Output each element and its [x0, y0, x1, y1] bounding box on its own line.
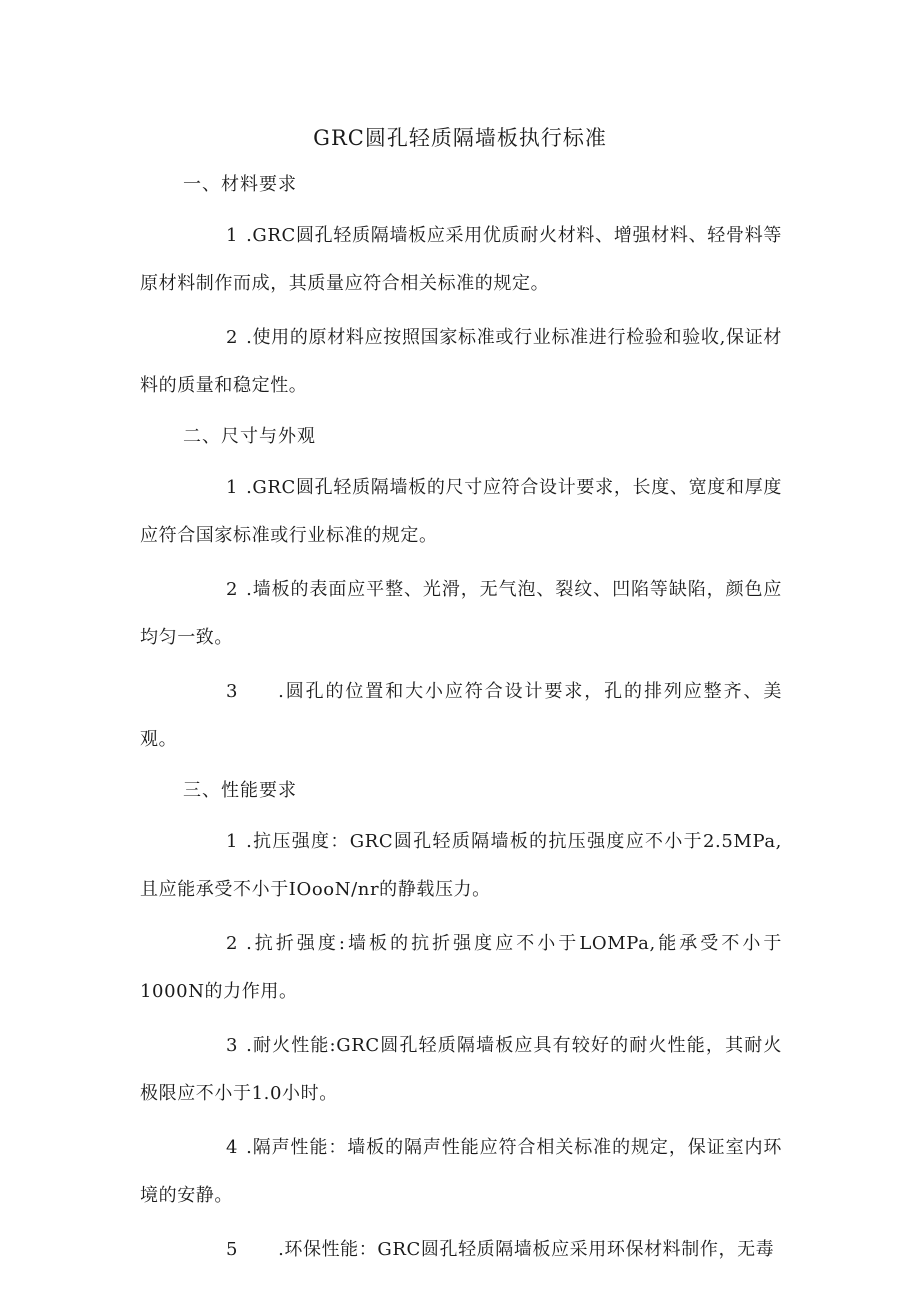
section-heading-materials: 一、材料要求 — [183, 174, 297, 195]
item-number: 3 — [226, 681, 239, 702]
item-text: .墙板的表面应平整、光滑，无气泡、裂纹、凹陷等缺陷，颜色应均匀一致。 — [140, 579, 782, 648]
document-body — [140, 164, 782, 1280]
item-number: 2 — [226, 933, 239, 954]
paragraph — [140, 1124, 782, 1220]
item-number: 1 — [226, 831, 239, 852]
item-text: .抗压强度：GRC圆孔轻质隔墙板的抗压强度应不小于2.5MPa,且应能承受不小于IOooN/nr的静载压力。 — [140, 831, 782, 900]
document-title: GRC圆孔轻质隔墙板执行标准 — [313, 126, 607, 150]
item-text: .耐火性能:GRC圆孔轻质隔墙板应具有较好的耐火性能，其耐火极限应不小于1.0小时。 — [140, 1035, 782, 1104]
paragraph — [140, 668, 782, 764]
item-number: 2 — [226, 579, 239, 600]
paragraph — [140, 566, 782, 662]
paragraph — [140, 818, 782, 914]
item-text: .抗折强度:墙板的抗折强度应不小于LOMPa,能承受不小于1000N的力作用。 — [140, 933, 782, 1002]
item-number: 2 — [226, 327, 239, 348]
paragraph — [140, 1226, 782, 1274]
section-heading-size-appearance: 二、尺寸与外观 — [183, 426, 316, 447]
item-text: .GRC圆孔轻质隔墙板的尺寸应符合设计要求，长度、宽度和厚度应符合国家标准或行业标准的规定。 — [140, 477, 782, 546]
item-number: 1 — [226, 477, 239, 498]
paragraph — [140, 212, 782, 308]
item-text: .GRC圆孔轻质隔墙板应采用优质耐火材料、增强材料、轻骨料等原材料制作而成，其质量应符合相关标准的规定。 — [140, 225, 782, 294]
item-text: .使用的原材料应按照国家标准或行业标准进行检验和验收,保证材料的质量和稳定性。 — [140, 327, 782, 396]
item-number: 3 — [226, 1035, 239, 1056]
item-text: .圆孔的位置和大小应符合设计要求，孔的排列应整齐、美观。 — [140, 681, 782, 750]
item-number: 1 — [226, 225, 239, 246]
item-number: 4 — [226, 1137, 239, 1158]
paragraph — [140, 1022, 782, 1118]
item-text: .隔声性能：墙板的隔声性能应符合相关标准的规定，保证室内环境的安静。 — [140, 1137, 782, 1206]
section-heading-performance: 三、性能要求 — [183, 780, 297, 801]
item-text: .环保性能：GRC圆孔轻质隔墙板应采用环保材料制作，无毒 — [278, 1239, 775, 1260]
item-number: 5 — [226, 1239, 239, 1260]
paragraph — [140, 920, 782, 1016]
paragraph — [140, 464, 782, 560]
paragraph — [140, 314, 782, 410]
